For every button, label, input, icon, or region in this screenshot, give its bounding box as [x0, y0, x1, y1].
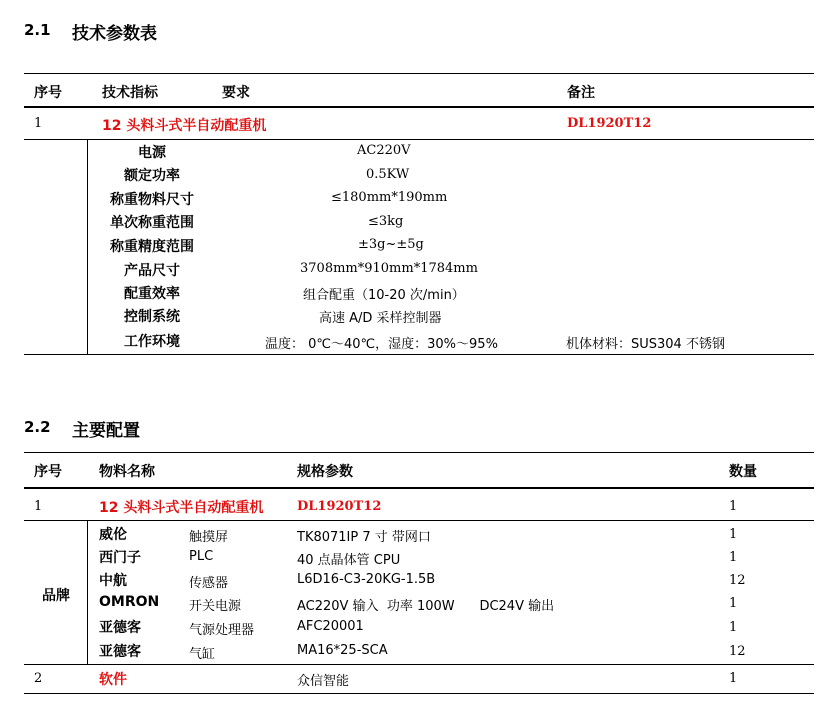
section-number: 2.2 — [24, 418, 51, 436]
spec-label: 产品尺寸 — [124, 263, 180, 279]
table-top-rule — [24, 73, 814, 74]
spec-label: 额定功率 — [124, 168, 180, 184]
item-spec: MA16*25-SCA — [297, 643, 388, 658]
item-name: PLC — [189, 549, 214, 564]
item-name: 气缸 — [189, 647, 216, 662]
section-number: 2.1 — [24, 21, 51, 39]
brand-name: 中航 — [99, 573, 127, 589]
spec-label: 单次称重范围 — [110, 215, 194, 231]
spec-value: 3708mm*910mm*1784mm — [300, 261, 478, 276]
spec-value: 组合配重（10-20 次/min） — [303, 288, 465, 303]
item-spec: TK8071IP 7 寸 带网口 — [297, 530, 431, 545]
spec-label: 控制系统 — [124, 309, 180, 325]
item-name: 开关电源 — [189, 599, 242, 614]
section-title: 技术参数表 — [72, 24, 157, 44]
row-rule — [24, 139, 814, 140]
header-seq: 序号 — [34, 464, 62, 480]
spec-value: ≤3kg — [368, 214, 404, 229]
main-row-qty: 1 — [729, 499, 738, 514]
brand-name: 威伦 — [99, 527, 127, 543]
section-title: 主要配置 — [72, 421, 140, 441]
brand-group-label: 品牌 — [42, 588, 70, 604]
header-rule — [24, 487, 814, 489]
software-row-spec: 众信智能 — [297, 674, 350, 689]
item-qty: 12 — [729, 644, 746, 659]
main-row-name: 12 头料斗式半自动配重机 — [99, 500, 264, 516]
header-rule — [24, 106, 814, 108]
row-rule — [24, 664, 814, 665]
item-spec: AFC20001 — [297, 619, 364, 634]
header-indicator: 技术指标 — [102, 85, 158, 101]
spec-label: 称重物料尺寸 — [110, 192, 194, 208]
item-qty: 1 — [729, 550, 738, 565]
spec-value: 0.5KW — [366, 167, 410, 182]
table-bottom-rule — [24, 354, 814, 355]
brand-name: 亚德客 — [99, 644, 141, 660]
header-requirement: 要求 — [222, 85, 250, 101]
spec-value: ≤180mm*190mm — [331, 190, 448, 205]
main-row-seq: 1 — [34, 499, 43, 514]
column-divider — [87, 520, 88, 664]
item-qty: 1 — [729, 527, 738, 542]
item-qty: 12 — [729, 573, 746, 588]
item-name: 触摸屏 — [189, 530, 229, 545]
row-rule — [24, 520, 814, 521]
software-row-name: 软件 — [99, 672, 127, 688]
header-spec: 规格参数 — [297, 464, 353, 480]
main-row-name: 12 头料斗式半自动配重机 — [102, 118, 267, 134]
header-seq: 序号 — [34, 85, 62, 101]
software-row-seq: 2 — [34, 671, 43, 686]
item-spec: L6D16-C3-20KG-1.5B — [297, 572, 436, 587]
brand-name: 亚德客 — [99, 620, 141, 636]
item-qty: 1 — [729, 596, 738, 611]
spec-label: 工作环境 — [124, 334, 180, 350]
main-row-seq: 1 — [34, 116, 43, 131]
main-row-spec: DL1920T12 — [297, 499, 382, 514]
spec-value: ±3g~±5g — [358, 237, 424, 252]
table-top-rule — [24, 452, 814, 453]
header-material: 物料名称 — [99, 464, 155, 480]
item-spec: 40 点晶体管 CPU — [297, 553, 401, 568]
table-bottom-rule — [24, 693, 814, 694]
spec-label: 配重效率 — [124, 286, 180, 302]
spec-value: 高速 A/D 采样控制器 — [319, 311, 442, 326]
software-row-qty: 1 — [729, 671, 738, 686]
item-name: 传感器 — [189, 576, 229, 591]
brand-name: 西门子 — [99, 550, 141, 566]
spec-value: 温度： 0℃～40℃，湿度：30%～95% — [265, 337, 498, 352]
item-spec: AC220V 输入 功率 100W DC24V 输出 — [297, 599, 555, 614]
spec-remark: 机体材料：SUS304 不锈钢 — [566, 337, 725, 352]
brand-name: OMRON — [99, 594, 160, 610]
column-divider — [87, 139, 88, 354]
header-qty: 数量 — [729, 464, 757, 480]
spec-value: AC220V — [357, 143, 411, 158]
spec-label: 称重精度范围 — [110, 239, 194, 255]
spec-label: 电源 — [138, 145, 166, 161]
item-qty: 1 — [729, 620, 738, 635]
item-name: 气源处理器 — [189, 623, 255, 638]
header-remark: 备注 — [567, 85, 595, 101]
main-row-model: DL1920T12 — [567, 116, 652, 131]
